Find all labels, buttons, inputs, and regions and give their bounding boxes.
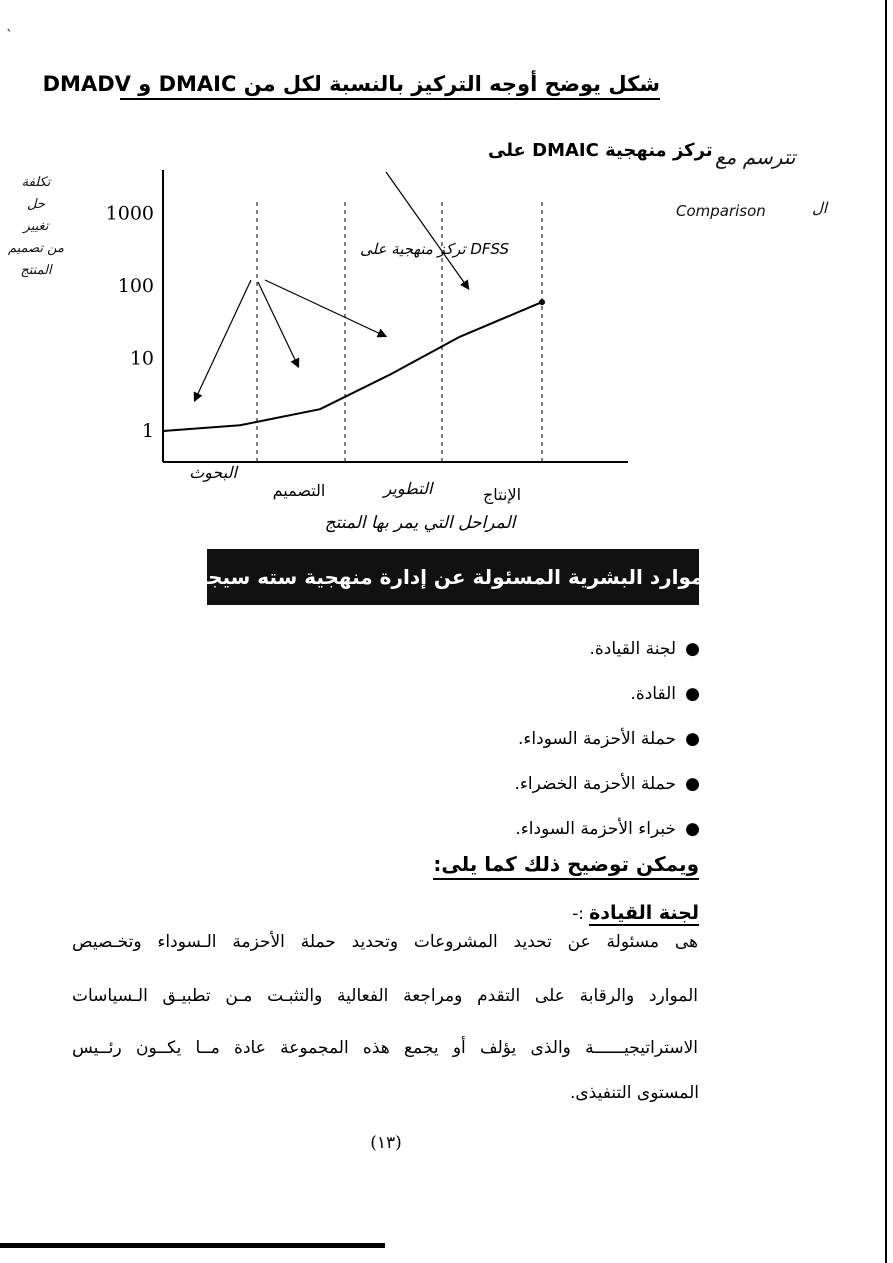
bullet-icon: ●	[685, 729, 700, 749]
x-axis-title: المراحل التي يمر بها المنتج	[324, 513, 516, 533]
y-tick-label: 1000	[105, 202, 154, 225]
dfss-arrow	[258, 282, 298, 366]
dmaic-label: تركز منهجية DMAIC على	[488, 140, 713, 161]
page-number: (١٣)	[370, 1133, 402, 1153]
list-item	[380, 717, 700, 762]
list-item-label: القادة.	[630, 684, 676, 704]
paragraph-line: هى مسئولة عن تحديد المشروعات وتحديد حملة الأحزمة الـسوداء وتخـصيص	[72, 932, 698, 952]
handwritten-line: حل	[27, 197, 45, 212]
focus-chart	[90, 120, 713, 540]
section-banner: الموارد البشرية المسئولة عن إدارة منهجية سته سيجما	[207, 549, 699, 605]
y-tick-label: 100	[117, 275, 154, 297]
list-item	[380, 762, 700, 807]
list-item-label: خبراء الأحزمة السوداء.	[515, 819, 676, 839]
y-tick-label: 1	[141, 420, 154, 442]
bullet-icon: ●	[685, 774, 700, 794]
scan-bottom-bar	[0, 1243, 385, 1248]
x-category-label: الإنتاج	[482, 485, 522, 504]
handwritten-line: تكلفة	[21, 175, 51, 190]
subheading-row	[572, 902, 699, 924]
dmaic-arrow	[386, 172, 468, 288]
bullet-icon: ●	[685, 639, 700, 659]
handwritten-right-note-top: تترسم مع	[715, 145, 796, 169]
list-item-label: لجنة القيادة.	[589, 639, 676, 659]
scan-right-edge	[885, 0, 887, 1263]
subheading-suffix: :-	[572, 904, 584, 924]
handwritten-line: المنتج	[20, 263, 52, 278]
handwritten-left-note	[0, 172, 72, 282]
handwritten-comparison: Comparison	[676, 202, 766, 220]
dfss-arrow	[195, 280, 251, 400]
bullet-icon: ●	[685, 684, 700, 704]
paragraph-line: الاستراتيجيــــــة والذى يؤلف أو يجمع هذه المجموعة عادة مــا يكــون رئــيس	[72, 1038, 698, 1058]
list-item-label: حملة الأحزمة الخضراء.	[514, 774, 676, 794]
section-heading: ويمكن توضيح ذلك كما يلى:	[433, 852, 699, 880]
list-item-label: حملة الأحزمة السوداء.	[518, 729, 676, 749]
handwritten-line: من تصميم	[8, 241, 64, 256]
paragraph-line: الموارد والرقابة على التقدم ومراجعة الفعالية والتثبـت مـن تطبيـق الـسياسات	[72, 986, 698, 1006]
list-item	[380, 672, 700, 717]
chart-layer	[106, 140, 713, 533]
dfss-label: DFSS تركز منهجية على	[360, 240, 510, 258]
roles-list	[380, 627, 700, 852]
handwritten-line: تغيير	[23, 219, 49, 234]
x-category-label: التطوير	[383, 479, 433, 498]
list-item	[380, 627, 700, 672]
list-item	[380, 807, 700, 852]
paragraph-line: المستوى التنفيذى.	[569, 1083, 699, 1103]
dfss-arrow	[265, 280, 385, 336]
x-category-label: التصميم	[272, 481, 326, 500]
bullet-icon: ●	[685, 819, 700, 839]
handwritten-prefix: ال	[812, 199, 828, 217]
stray-mark: `	[6, 28, 13, 44]
x-category-label: البحوث	[189, 463, 237, 482]
page-title: شكل يوضح أوجه التركيز بالنسبة لكل من DMAIC و DMADV	[120, 72, 660, 100]
y-tick-label: 10	[129, 347, 154, 370]
series-endpoint	[539, 299, 545, 305]
subheading: لجنة القيادة	[589, 902, 699, 924]
